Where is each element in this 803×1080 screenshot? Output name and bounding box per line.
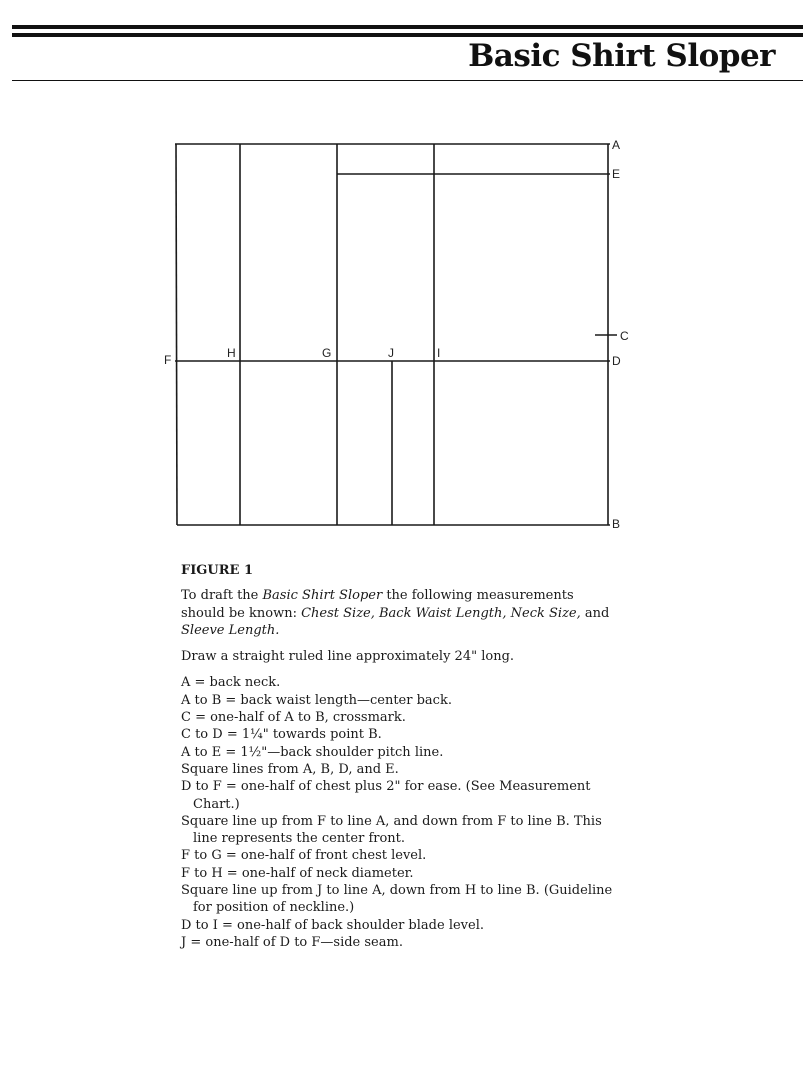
intro-italic-measurements: Chest Size, Back Waist Length, Neck Size, [301, 605, 581, 621]
point-label-a: A [612, 138, 621, 152]
intro-paragraph [181, 587, 621, 639]
page-title: Basic Shirt Sloper [468, 38, 775, 74]
intro-text-3: and [580, 605, 610, 621]
point-label-f: F [164, 353, 172, 367]
figure-1-text [181, 562, 621, 951]
step-item: C = one-half of A to B, crossmark. [181, 710, 406, 726]
step-item: D to F = one-half of chest plus 2" for ease. (See Measurement Chart.) [181, 779, 591, 812]
point-label-i: I [437, 346, 441, 360]
point-label-e: E [612, 167, 621, 181]
step-item: F to G = one-half of front chest level. [181, 848, 427, 864]
step-item: Square lines from A, B, D, and E. [181, 761, 399, 777]
draw-line-paragraph: Draw a straight ruled line approximately 24" long. [181, 649, 515, 665]
step-item: A = back neck. [181, 675, 281, 691]
point-label-c: C [620, 329, 629, 343]
step-item: J = one-half of D to F—side seam. [181, 934, 403, 950]
point-label-g: G [322, 346, 332, 360]
step-list [181, 674, 621, 951]
point-label-j: J [388, 346, 394, 360]
point-label-b: B [612, 517, 621, 531]
step-item: A to E = 1½"—back shoulder pitch line. [181, 744, 444, 760]
step-item: A to B = back waist length—center back. [181, 692, 452, 708]
step-item: Square line up from F to line A, and down from F to line B. This line represents the center front. [181, 813, 602, 847]
step-item: Square line up from J to line A, down from H to line B. (Guideline for position of neckline.) [181, 883, 613, 916]
point-label-d: D [612, 354, 621, 368]
line-center-front [176, 144, 177, 525]
step-item: D to I = one-half of back shoulder blade level. [181, 917, 484, 933]
intro-italic-sleeve: Sleeve Length. [181, 622, 280, 638]
intro-text-1: To draft the [181, 588, 263, 604]
point-label-h: H [227, 346, 236, 360]
figure-label: FIGURE 1 [181, 563, 254, 578]
step-item: F to H = one-half of neck diameter. [181, 865, 414, 881]
step-item: C to D = 1¼" towards point B. [181, 727, 382, 743]
intro-text-2: the following measurements should be known: [181, 588, 574, 621]
intro-italic-sloper: Basic Shirt Sloper [262, 588, 383, 604]
